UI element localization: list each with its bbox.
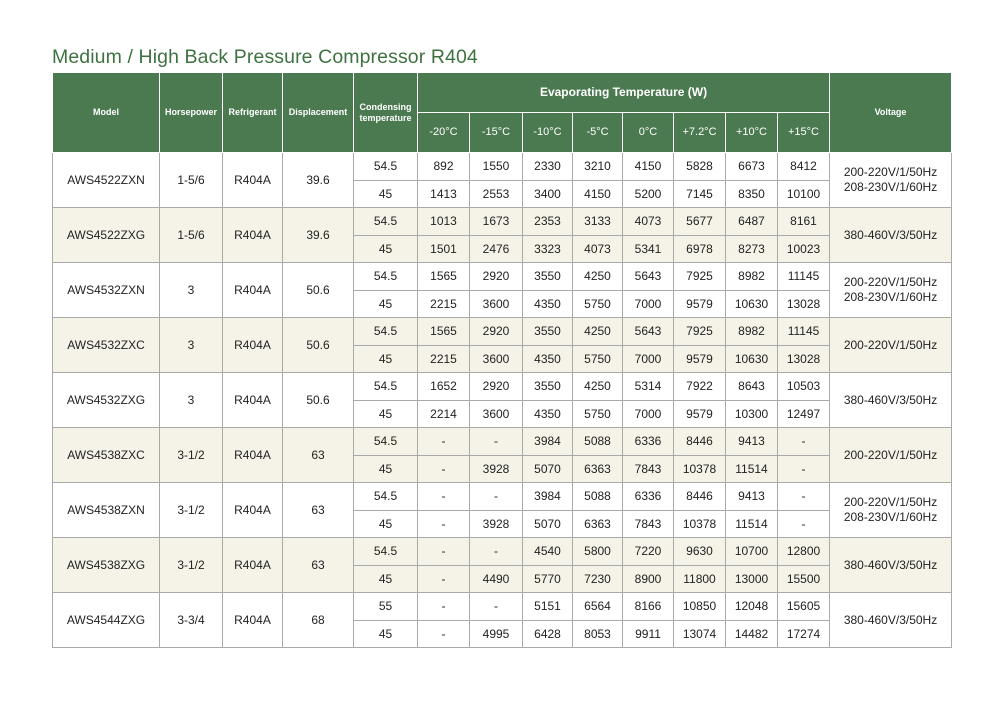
capacity-cell: 4995 — [470, 620, 523, 648]
capacity-cell: 5200 — [623, 180, 674, 208]
refrigerant-cell: R404A — [223, 318, 283, 373]
capacity-cell: 2553 — [470, 180, 523, 208]
displacement-cell: 63 — [283, 428, 354, 483]
capacity-cell: 2214 — [418, 400, 470, 428]
model-cell: AWS4522ZXN — [53, 153, 160, 208]
capacity-cell: 9911 — [623, 620, 674, 648]
condensing-cell: 45 — [354, 565, 418, 593]
model-cell: AWS4532ZXC — [53, 318, 160, 373]
model-cell: AWS4538ZXG — [53, 538, 160, 593]
horsepower-cell: 1-5/6 — [160, 153, 223, 208]
table-row — [53, 153, 952, 181]
capacity-cell: 3928 — [470, 455, 523, 483]
condensing-cell: 45 — [354, 180, 418, 208]
capacity-cell: 8446 — [674, 428, 726, 456]
capacity-cell: 10100 — [778, 180, 830, 208]
capacity-cell: 1413 — [418, 180, 470, 208]
capacity-cell: - — [778, 483, 830, 511]
voltage-line: 200-220V/1/50Hz — [843, 337, 938, 352]
table-row — [53, 428, 952, 456]
capacity-cell: 5750 — [573, 290, 623, 318]
capacity-cell: 6978 — [674, 235, 726, 263]
capacity-cell: 1673 — [470, 208, 523, 236]
voltage-cell — [830, 483, 952, 538]
capacity-cell: 4350 — [523, 290, 573, 318]
capacity-cell: 3400 — [523, 180, 573, 208]
header-temp: +7.2°C — [674, 113, 726, 153]
capacity-cell: 6564 — [573, 593, 623, 621]
capacity-cell: 8900 — [623, 565, 674, 593]
capacity-cell: 3600 — [470, 290, 523, 318]
capacity-cell: 6363 — [573, 455, 623, 483]
horsepower-cell: 1-5/6 — [160, 208, 223, 263]
capacity-cell: 4250 — [573, 318, 623, 346]
capacity-cell: 1013 — [418, 208, 470, 236]
condensing-cell: 45 — [354, 400, 418, 428]
header-refrigerant: Refrigerant — [223, 73, 283, 153]
capacity-cell: 5643 — [623, 263, 674, 291]
voltage-cell — [830, 428, 952, 483]
header-condensing: Condensing temperature — [354, 73, 418, 153]
capacity-cell: 3550 — [523, 373, 573, 401]
horsepower-cell: 3-1/2 — [160, 538, 223, 593]
refrigerant-cell: R404A — [223, 208, 283, 263]
capacity-cell: 4150 — [623, 153, 674, 181]
capacity-cell: 4073 — [623, 208, 674, 236]
capacity-cell: 8446 — [674, 483, 726, 511]
header-temp: -20°C — [418, 113, 470, 153]
capacity-cell: 4490 — [470, 565, 523, 593]
capacity-cell: 8982 — [726, 263, 778, 291]
capacity-cell: - — [418, 510, 470, 538]
capacity-cell: 5070 — [523, 455, 573, 483]
capacity-cell: 11800 — [674, 565, 726, 593]
displacement-cell: 63 — [283, 538, 354, 593]
compressor-spec-table — [52, 72, 952, 648]
capacity-cell: 2920 — [470, 263, 523, 291]
capacity-cell: 3323 — [523, 235, 573, 263]
capacity-cell: 2330 — [523, 153, 573, 181]
horsepower-cell: 3-1/2 — [160, 483, 223, 538]
capacity-cell: 3984 — [523, 428, 573, 456]
capacity-cell: 11145 — [778, 318, 830, 346]
header-temp: -15°C — [470, 113, 523, 153]
capacity-cell: 1565 — [418, 318, 470, 346]
capacity-cell: 8643 — [726, 373, 778, 401]
capacity-cell: 7925 — [674, 318, 726, 346]
capacity-cell: 9579 — [674, 400, 726, 428]
capacity-cell: 2353 — [523, 208, 573, 236]
capacity-cell: 7925 — [674, 263, 726, 291]
displacement-cell: 63 — [283, 483, 354, 538]
capacity-cell: 5750 — [573, 400, 623, 428]
header-temp: 0°C — [623, 113, 674, 153]
condensing-cell: 55 — [354, 593, 418, 621]
capacity-cell: 5070 — [523, 510, 573, 538]
condensing-cell: 54.5 — [354, 263, 418, 291]
condensing-cell: 54.5 — [354, 538, 418, 566]
capacity-cell: 8053 — [573, 620, 623, 648]
capacity-cell: 9579 — [674, 290, 726, 318]
capacity-cell: 7220 — [623, 538, 674, 566]
capacity-cell: 10630 — [726, 345, 778, 373]
voltage-line: 208-230V/1/60Hz — [843, 290, 938, 304]
capacity-cell: 2920 — [470, 318, 523, 346]
condensing-cell: 54.5 — [354, 153, 418, 181]
condensing-cell: 54.5 — [354, 428, 418, 456]
capacity-cell: 10700 — [726, 538, 778, 566]
capacity-cell: 9413 — [726, 428, 778, 456]
header-model: Model — [53, 73, 160, 153]
capacity-cell: 9413 — [726, 483, 778, 511]
capacity-cell: 10850 — [674, 593, 726, 621]
condensing-cell: 54.5 — [354, 208, 418, 236]
capacity-cell: 7230 — [573, 565, 623, 593]
capacity-cell: - — [418, 565, 470, 593]
capacity-cell: 15500 — [778, 565, 830, 593]
capacity-cell: 8982 — [726, 318, 778, 346]
displacement-cell: 50.6 — [283, 318, 354, 373]
refrigerant-cell: R404A — [223, 593, 283, 648]
capacity-cell: 10378 — [674, 510, 726, 538]
capacity-cell: 7000 — [623, 345, 674, 373]
capacity-cell: 4350 — [523, 400, 573, 428]
capacity-cell: 1652 — [418, 373, 470, 401]
capacity-cell: 10503 — [778, 373, 830, 401]
table-row — [53, 318, 952, 346]
refrigerant-cell: R404A — [223, 483, 283, 538]
table-row — [53, 263, 952, 291]
capacity-cell: 6336 — [623, 483, 674, 511]
header-horsepower: Horsepower — [160, 73, 223, 153]
capacity-cell: - — [778, 455, 830, 483]
capacity-cell: - — [470, 428, 523, 456]
horsepower-cell: 3 — [160, 373, 223, 428]
capacity-cell: 3984 — [523, 483, 573, 511]
capacity-cell: 14482 — [726, 620, 778, 648]
table-row — [53, 208, 952, 236]
capacity-cell: 10378 — [674, 455, 726, 483]
condensing-cell: 45 — [354, 345, 418, 373]
capacity-cell: 10300 — [726, 400, 778, 428]
capacity-cell: 7145 — [674, 180, 726, 208]
capacity-cell: 6673 — [726, 153, 778, 181]
model-cell: AWS4522ZXG — [53, 208, 160, 263]
capacity-cell: - — [778, 428, 830, 456]
capacity-cell: 5314 — [623, 373, 674, 401]
capacity-cell: 6428 — [523, 620, 573, 648]
condensing-cell: 54.5 — [354, 483, 418, 511]
model-cell: AWS4538ZXC — [53, 428, 160, 483]
horsepower-cell: 3-1/2 — [160, 428, 223, 483]
page-title: Medium / High Back Pressure Compressor R404 — [52, 46, 478, 68]
model-cell: AWS4544ZXG — [53, 593, 160, 648]
voltage-cell — [830, 263, 952, 318]
header-temp: +10°C — [726, 113, 778, 153]
capacity-cell: 7000 — [623, 290, 674, 318]
capacity-cell: 5088 — [573, 483, 623, 511]
capacity-cell: 13028 — [778, 290, 830, 318]
capacity-cell: 8412 — [778, 153, 830, 181]
capacity-cell: - — [470, 483, 523, 511]
table-row — [53, 483, 952, 511]
capacity-cell: 8166 — [623, 593, 674, 621]
refrigerant-cell: R404A — [223, 153, 283, 208]
capacity-cell: 12497 — [778, 400, 830, 428]
refrigerant-cell: R404A — [223, 373, 283, 428]
capacity-cell: 6487 — [726, 208, 778, 236]
table-row — [53, 593, 952, 621]
horsepower-cell: 3-3/4 — [160, 593, 223, 648]
voltage-line: 208-230V/1/60Hz — [843, 510, 938, 524]
condensing-cell: 45 — [354, 290, 418, 318]
capacity-cell: 9579 — [674, 345, 726, 373]
displacement-cell: 50.6 — [283, 373, 354, 428]
capacity-cell: 7843 — [623, 455, 674, 483]
capacity-cell: 3210 — [573, 153, 623, 181]
capacity-cell: 13074 — [674, 620, 726, 648]
capacity-cell: 892 — [418, 153, 470, 181]
voltage-line: 200-220V/1/50Hz — [843, 165, 938, 179]
model-cell: AWS4538ZXN — [53, 483, 160, 538]
capacity-cell: 5088 — [573, 428, 623, 456]
capacity-cell: 4073 — [573, 235, 623, 263]
voltage-cell — [830, 538, 952, 593]
capacity-cell: 5828 — [674, 153, 726, 181]
capacity-cell: 3550 — [523, 318, 573, 346]
capacity-cell: - — [418, 538, 470, 566]
voltage-cell — [830, 318, 952, 373]
condensing-cell: 45 — [354, 510, 418, 538]
header-displacement: Displacement — [283, 73, 354, 153]
capacity-cell: 4350 — [523, 345, 573, 373]
capacity-cell: 8273 — [726, 235, 778, 263]
capacity-cell: 5677 — [674, 208, 726, 236]
voltage-cell — [830, 593, 952, 648]
voltage-cell — [830, 208, 952, 263]
model-cell: AWS4532ZXG — [53, 373, 160, 428]
capacity-cell: 3600 — [470, 400, 523, 428]
capacity-cell: 11145 — [778, 263, 830, 291]
capacity-cell: 5770 — [523, 565, 573, 593]
condensing-cell: 54.5 — [354, 373, 418, 401]
capacity-cell: 4150 — [573, 180, 623, 208]
displacement-cell: 39.6 — [283, 153, 354, 208]
capacity-cell: 17274 — [778, 620, 830, 648]
voltage-line: 200-220V/1/50Hz — [843, 447, 938, 462]
refrigerant-cell: R404A — [223, 263, 283, 318]
capacity-cell: - — [418, 428, 470, 456]
capacity-cell: 5800 — [573, 538, 623, 566]
capacity-cell: 15605 — [778, 593, 830, 621]
capacity-cell: 13000 — [726, 565, 778, 593]
voltage-line: 380-460V/3/50Hz — [843, 392, 938, 407]
capacity-cell: 8350 — [726, 180, 778, 208]
capacity-cell: - — [470, 538, 523, 566]
voltage-cell — [830, 153, 952, 208]
voltage-line: 380-460V/3/50Hz — [843, 227, 938, 242]
capacity-cell: 12048 — [726, 593, 778, 621]
capacity-cell: 7843 — [623, 510, 674, 538]
model-cell: AWS4532ZXN — [53, 263, 160, 318]
header-row — [53, 73, 952, 113]
capacity-cell: 10023 — [778, 235, 830, 263]
table-row — [53, 538, 952, 566]
capacity-cell: 3550 — [523, 263, 573, 291]
capacity-cell: 13028 — [778, 345, 830, 373]
refrigerant-cell: R404A — [223, 538, 283, 593]
capacity-cell: 2920 — [470, 373, 523, 401]
capacity-cell: 2215 — [418, 345, 470, 373]
displacement-cell: 39.6 — [283, 208, 354, 263]
horsepower-cell: 3 — [160, 263, 223, 318]
capacity-cell: 4250 — [573, 263, 623, 291]
capacity-cell: 2215 — [418, 290, 470, 318]
capacity-cell: - — [418, 620, 470, 648]
capacity-cell: - — [778, 510, 830, 538]
refrigerant-cell: R404A — [223, 428, 283, 483]
capacity-cell: 6363 — [573, 510, 623, 538]
table-body — [53, 153, 952, 648]
condensing-cell: 45 — [354, 455, 418, 483]
capacity-cell: 2476 — [470, 235, 523, 263]
voltage-line: 200-220V/1/50Hz — [843, 495, 938, 509]
voltage-line: 208-230V/1/60Hz — [843, 180, 938, 194]
voltage-line: 380-460V/3/50Hz — [843, 612, 938, 627]
capacity-cell: 8161 — [778, 208, 830, 236]
capacity-cell: - — [418, 455, 470, 483]
header-temp: -5°C — [573, 113, 623, 153]
capacity-cell: 1501 — [418, 235, 470, 263]
capacity-cell: 4540 — [523, 538, 573, 566]
header-evaporating: Evaporating Temperature (W) — [418, 73, 830, 113]
header-voltage: Voltage — [830, 73, 952, 153]
capacity-cell: 11514 — [726, 510, 778, 538]
table-row — [53, 373, 952, 401]
condensing-cell: 54.5 — [354, 318, 418, 346]
capacity-cell: 5750 — [573, 345, 623, 373]
displacement-cell: 68 — [283, 593, 354, 648]
displacement-cell: 50.6 — [283, 263, 354, 318]
capacity-cell: 1550 — [470, 153, 523, 181]
capacity-cell: 6336 — [623, 428, 674, 456]
condensing-cell: 45 — [354, 235, 418, 263]
capacity-cell: - — [418, 483, 470, 511]
header-temp: -10°C — [523, 113, 573, 153]
voltage-line: 200-220V/1/50Hz — [843, 275, 938, 289]
capacity-cell: 11514 — [726, 455, 778, 483]
capacity-cell: 4250 — [573, 373, 623, 401]
capacity-cell: 10630 — [726, 290, 778, 318]
header-temp: +15°C — [778, 113, 830, 153]
horsepower-cell: 3 — [160, 318, 223, 373]
capacity-cell: 1565 — [418, 263, 470, 291]
voltage-cell — [830, 373, 952, 428]
capacity-cell: 3600 — [470, 345, 523, 373]
capacity-cell: 7000 — [623, 400, 674, 428]
capacity-cell: 12800 — [778, 538, 830, 566]
capacity-cell: 5151 — [523, 593, 573, 621]
voltage-line: 380-460V/3/50Hz — [843, 557, 938, 572]
capacity-cell: 5341 — [623, 235, 674, 263]
capacity-cell: - — [418, 593, 470, 621]
capacity-cell: 7922 — [674, 373, 726, 401]
capacity-cell: 3928 — [470, 510, 523, 538]
capacity-cell: 3133 — [573, 208, 623, 236]
condensing-cell: 45 — [354, 620, 418, 648]
capacity-cell: - — [470, 593, 523, 621]
capacity-cell: 9630 — [674, 538, 726, 566]
capacity-cell: 5643 — [623, 318, 674, 346]
